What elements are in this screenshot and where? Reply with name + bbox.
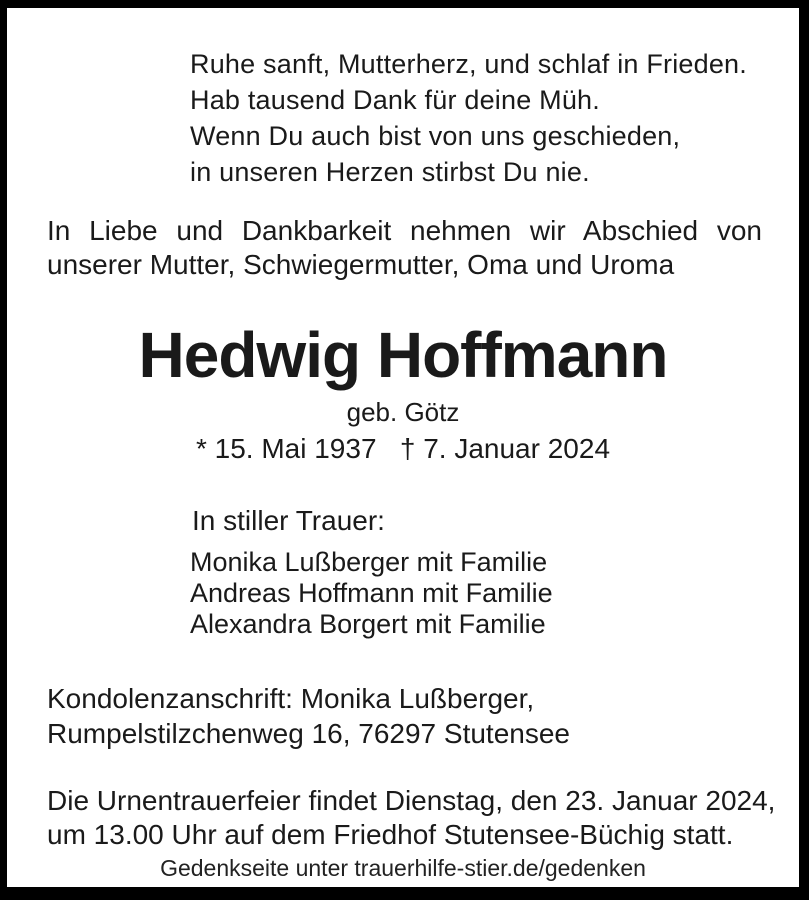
birth-death-dates: * 15. Mai 1937 † 7. Januar 2024 <box>195 433 611 464</box>
service-line: um 13.00 Uhr auf dem Friedhof Stutensee-Büchig statt. <box>47 819 734 850</box>
mourner-list <box>190 547 779 640</box>
poem-line: Wenn Du auch bist von uns geschieden, <box>190 121 681 151</box>
maiden-name: geb. Götz <box>346 397 460 427</box>
mourner-item: Alexandra Borgert mit Familie <box>190 609 546 639</box>
condolence-line: Rumpelstilzchenweg 16, 76297 Stutensee <box>47 718 571 749</box>
mourner-item: Monika Lußberger mit Familie <box>190 547 548 577</box>
poem-line: Hab tausend Dank für deine Müh. <box>190 85 600 115</box>
condolence-line: Kondolenzanschrift: Monika Lußberger, <box>47 683 535 714</box>
farewell-line: In Liebe und Dankbarkeit nehmen wir Abschied von <box>47 215 762 246</box>
funeral-service-info <box>47 784 779 852</box>
mourning-label: In stiller Trauer: <box>192 505 385 536</box>
poem-line: in unseren Herzen stirbst Du nie. <box>190 157 590 187</box>
memorial-poem <box>190 46 779 190</box>
deceased-name: Hedwig Hoffmann <box>138 319 668 391</box>
service-line: Die Urnentrauerfeier findet Dienstag, den 23. Januar 2024, <box>47 785 776 816</box>
poem-line: Ruhe sanft, Mutterherz, und schlaf in Frieden. <box>190 49 747 79</box>
memorial-page-note: Gedenkseite unter trauerhilfe-stier.de/gedenken <box>160 855 646 881</box>
notice-sheet <box>7 8 799 887</box>
condolence-address <box>47 681 779 751</box>
farewell-statement <box>47 214 762 282</box>
mourner-item: Andreas Hoffmann mit Familie <box>190 578 553 608</box>
farewell-line: unserer Mutter, Schwiegermutter, Oma und Uroma <box>47 249 675 280</box>
